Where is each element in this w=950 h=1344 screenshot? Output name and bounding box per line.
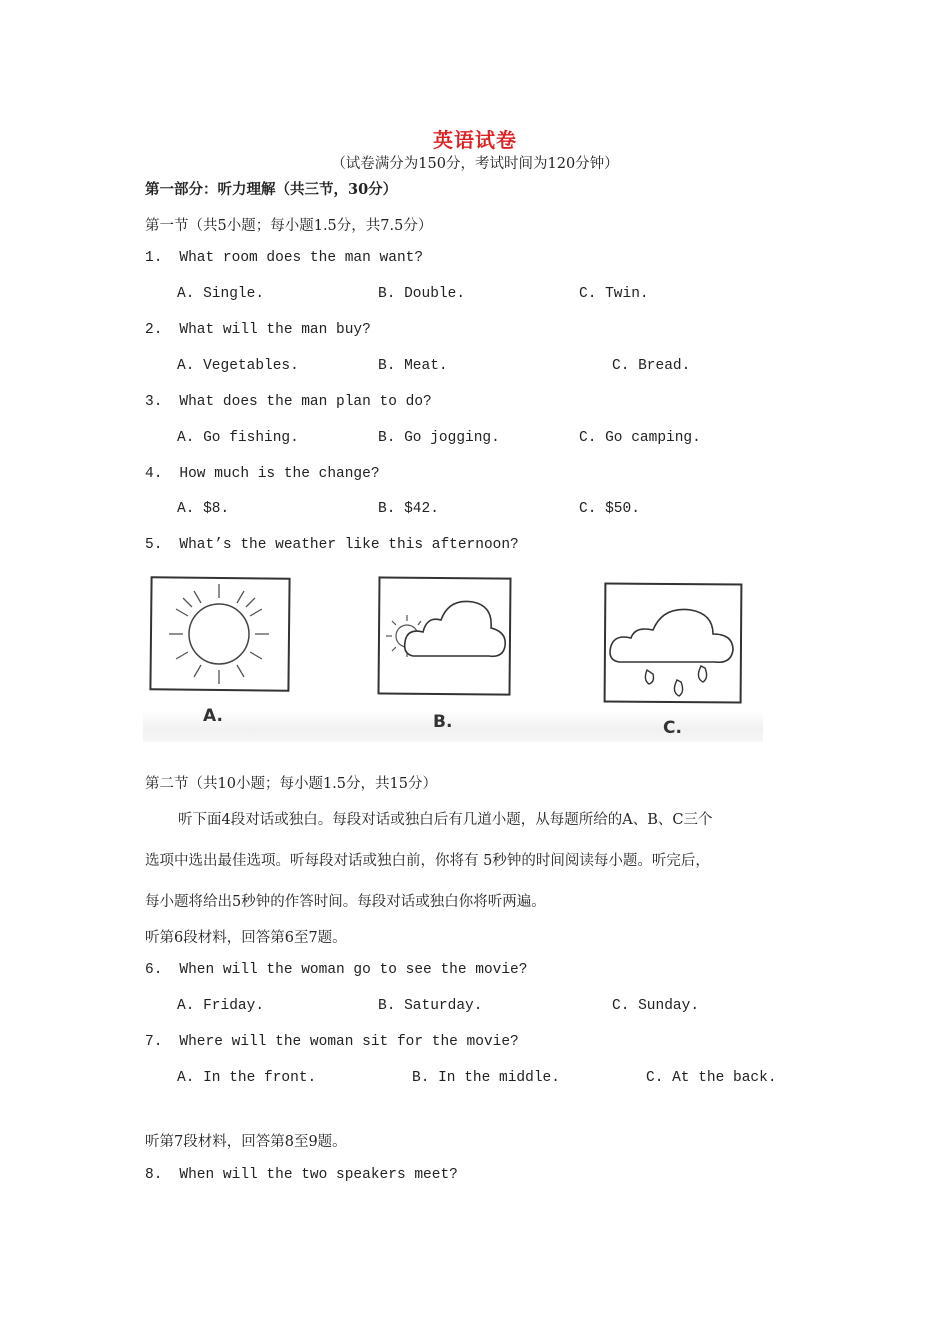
question-2 — [145, 322, 371, 338]
question-text: What will the man buy? — [179, 322, 371, 338]
sun-cloud-icon — [377, 576, 513, 698]
option-6b: B. Saturday. — [378, 998, 483, 1014]
option-1c: C. Twin. — [579, 286, 649, 302]
question-number: 3. — [145, 394, 163, 410]
question-5 — [145, 537, 519, 553]
option-2b: B. Meat. — [378, 358, 448, 374]
exam-info: （试卷满分为150分，考试时间为120分钟） — [331, 156, 619, 172]
question-text: When will the two speakers meet? — [179, 1167, 458, 1183]
picture-label-a: A. — [203, 706, 223, 726]
option-2c: C. Bread. — [612, 358, 691, 374]
question-number: 5. — [145, 537, 163, 553]
section2-heading: 第二节（共10小题；每小题1.5分，共15分） — [145, 776, 437, 792]
question-1 — [145, 250, 423, 266]
sun-icon — [149, 576, 291, 694]
option-4b: B. $42. — [378, 501, 439, 517]
question-number: 2. — [145, 322, 163, 338]
question-6 — [145, 962, 527, 978]
question-number: 6. — [145, 962, 163, 978]
question-8 — [145, 1167, 458, 1183]
weather-pictures — [143, 572, 763, 742]
option-1b: B. Double. — [378, 286, 466, 302]
question-text: What’s the weather like this afternoon? — [179, 537, 519, 553]
instructions-line-3: 每小题将给出5秒钟的作答时间。每段对话或独白你将听两遍。 — [145, 894, 546, 910]
option-7a: A. In the front. — [177, 1070, 317, 1086]
option-7b: B. In the middle. — [412, 1070, 560, 1086]
question-text: Where will the woman sit for the movie? — [179, 1034, 519, 1050]
question-number: 4. — [145, 466, 163, 482]
question-number: 1. — [145, 250, 163, 266]
option-6c: C. Sunday. — [612, 998, 700, 1014]
option-3a: A. Go fishing. — [177, 430, 299, 446]
option-1a: A. Single. — [177, 286, 265, 302]
question-number: 7. — [145, 1034, 163, 1050]
question-text: What does the man plan to do? — [179, 394, 432, 410]
question-number: 8. — [145, 1167, 163, 1183]
question-text: When will the woman go to see the movie? — [179, 962, 528, 978]
question-text: What room does the man want? — [179, 250, 424, 266]
rain-cloud-icon — [603, 582, 743, 706]
picture-label-b: B. — [433, 712, 453, 732]
question-4 — [145, 466, 380, 482]
option-7c: C. At the back. — [646, 1070, 777, 1086]
material-6-heading: 听第6段材料，回答第6至7题。 — [145, 930, 347, 946]
section1-heading: 第一节（共5小题；每小题1.5分，共7.5分） — [145, 218, 433, 234]
instructions-line-2: 选项中选出最佳选项。听每段对话或独白前，你将有 5秒钟的时间阅读每小题。听完后， — [145, 853, 710, 869]
option-3b: B. Go jogging. — [378, 430, 500, 446]
option-3c: C. Go camping. — [579, 430, 701, 446]
question-7 — [145, 1034, 519, 1050]
material-7-heading: 听第7段材料，回答第8至9题。 — [145, 1134, 347, 1150]
question-3 — [145, 394, 432, 410]
option-2a: A. Vegetables. — [177, 358, 299, 374]
part1-heading: 第一部分：听力理解（共三节，30分） — [145, 181, 398, 198]
page-title: 英语试卷 — [433, 128, 517, 152]
option-6a: A. Friday. — [177, 998, 265, 1014]
option-4a: A. $8. — [177, 501, 230, 517]
picture-label-c: C. — [663, 718, 682, 738]
instructions-line-1: 听下面4段对话或独白。每段对话或独白后有几道小题，从每题所给的A、B、C三个 — [178, 812, 713, 828]
option-4c: C. $50. — [579, 501, 640, 517]
question-text: How much is the change? — [179, 466, 380, 482]
